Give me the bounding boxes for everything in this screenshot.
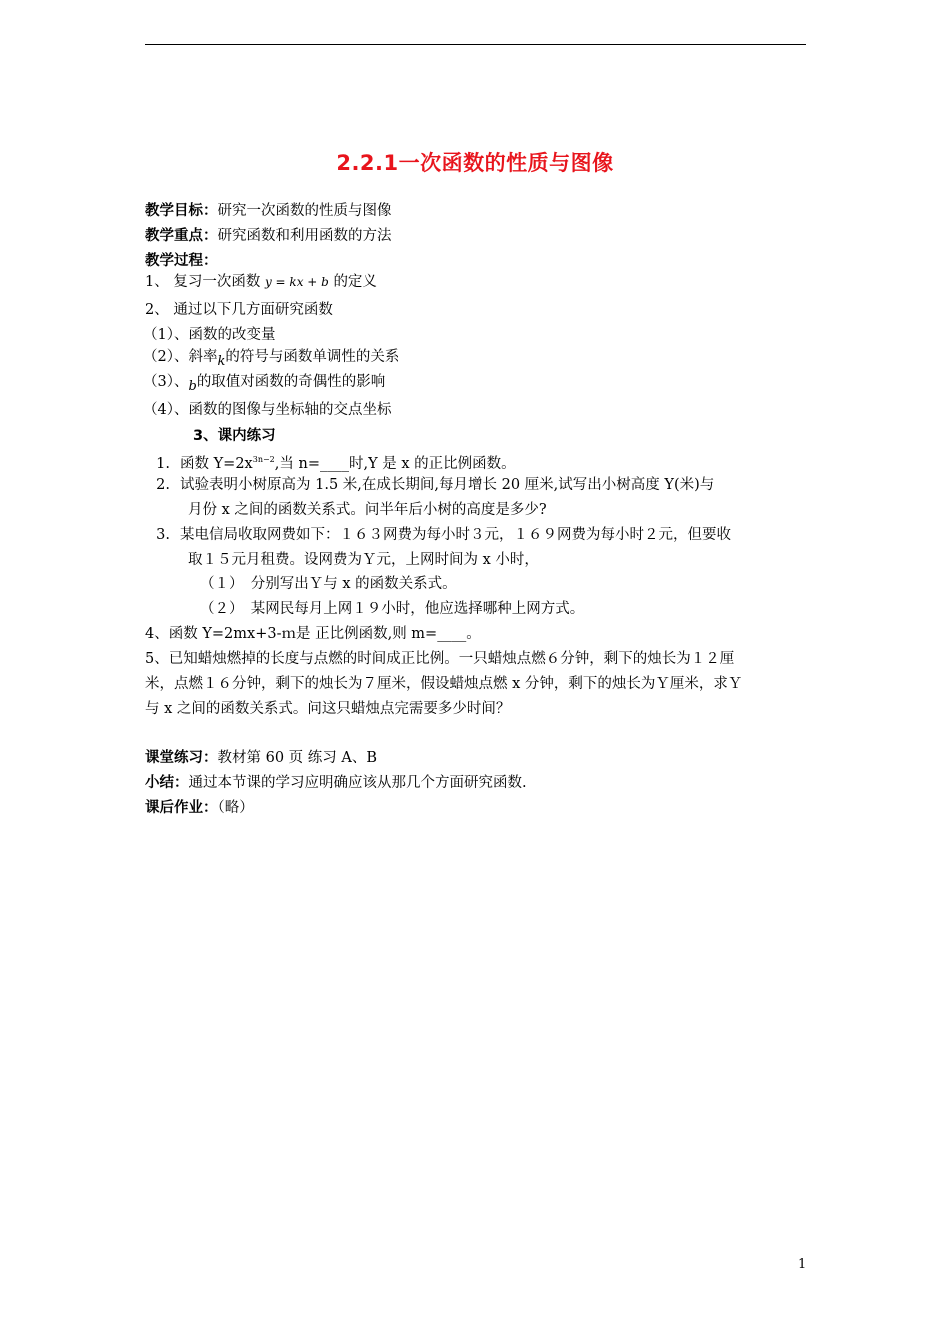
page-number: 1 xyxy=(798,1257,807,1272)
aspect-2-suffix: 的符号与函数单调性的关系 xyxy=(225,349,400,365)
teaching-goal xyxy=(145,201,392,221)
aspect-4: （4）、函数的图像与坐标轴的交点坐标 xyxy=(143,402,392,418)
key-point-text: 研究函数和利用函数的方法 xyxy=(217,228,392,244)
exercise-3-line-1 xyxy=(128,525,731,545)
exercise-2-number: 2. xyxy=(156,477,170,493)
review-item xyxy=(145,272,377,292)
exercise-2-line-2: 月份 x 之间的函数关系式。问半年后小树的高度是多少? xyxy=(188,502,547,518)
class-practice-text: 教材第 60 页 练习 A、B xyxy=(217,750,378,766)
exercise-3-sub-2: （２） 某网民每月上网１９小时，他应选择哪种上网方式。 xyxy=(200,601,585,617)
summary-text: 通过本节课的学习应明确应该从那几个方面研究函数. xyxy=(188,775,527,791)
summary-label: 小结： xyxy=(145,775,189,791)
exercise-1-exponent: 3n−2 xyxy=(252,455,275,464)
teaching-key-point xyxy=(145,226,392,246)
review-prefix: 1、 复习一次函数 xyxy=(145,274,261,290)
homework xyxy=(145,798,254,818)
linear-formula: y = kx + b xyxy=(264,275,329,289)
process-label: 教学过程： xyxy=(145,253,218,269)
aspect-2-prefix: （2）、斜率 xyxy=(143,349,218,365)
question-5-line-1: 5、已知蜡烛燃掉的长度与点燃的时间成正比例。一只蜡烛点燃６分钟，剩下的烛长为１２厘 xyxy=(145,651,735,667)
teaching-goal-text: 研究一次函数的性质与图像 xyxy=(217,203,392,219)
aspect-2 xyxy=(143,347,399,368)
question-4: 4、函数 Y=2mx+3-ｍ是 正比例函数,则 m=____。 xyxy=(145,626,481,642)
question-5-line-2: 米，点燃１６分钟，剩下的烛长为７厘米，假设蜡烛点燃 x 分钟，剩下的烛长为Ｙ厘米，求Ｙ xyxy=(145,676,743,692)
summary xyxy=(145,773,527,793)
practice-heading: 3、课内练习 xyxy=(193,428,276,444)
exercise-1-number: 1. xyxy=(156,456,170,472)
question-5-line-3: 与 x 之间的函数关系式。问这只蜡烛点完需要多少时间？ xyxy=(145,701,511,717)
exercise-2-line-1 xyxy=(128,475,714,495)
page-title: 2.2.1一次函数的性质与图像 xyxy=(336,151,614,175)
exercise-3-text-1: 某电信局收取网费如下：１６３网费为每小时３元，１６９网费为每小时２元，但要收 xyxy=(180,527,731,543)
teaching-process-heading xyxy=(145,251,218,271)
header-rule xyxy=(145,44,806,45)
aspect-3 xyxy=(143,372,385,393)
homework-label: 课后作业： xyxy=(145,800,218,816)
exercise-2-text-1: 试验表明小树原高为 1.5 米,在成长期间,每月增长 20 厘米,试写出小树高度 Y(米)与 xyxy=(180,477,715,493)
exercise-1-prefix: 函数 Y=2x xyxy=(180,456,253,472)
aspect-3-suffix: 的取值对函数的奇偶性的影响 xyxy=(196,374,386,390)
homework-text: （略） xyxy=(217,800,254,816)
class-practice xyxy=(145,748,377,768)
aspect-3-prefix: （3）、 xyxy=(143,374,189,390)
exercise-3-line-2: 取１５元月租费。设网费为Ｙ元，上网时间为 x 小时， xyxy=(188,552,539,568)
intercept-variable: b xyxy=(188,379,197,394)
class-practice-label: 课堂练习： xyxy=(145,750,218,766)
aspect-1: （1）、函数的改变量 xyxy=(143,327,276,343)
exercise-3-number: 3. xyxy=(156,527,170,543)
slope-variable: k xyxy=(217,354,226,369)
exercise-1-suffix: ,当 n=____时,Y 是 x 的正比例函数。 xyxy=(274,456,516,472)
teaching-goal-label: 教学目标： xyxy=(145,203,218,219)
exercise-3-sub-1: （１） 分别写出Ｙ与 x 的函数关系式。 xyxy=(200,576,457,592)
exercise-1 xyxy=(128,450,516,474)
key-point-label: 教学重点： xyxy=(145,228,218,244)
study-intro: 2、 通过以下几方面研究函数 xyxy=(145,302,333,318)
review-suffix: 的定义 xyxy=(333,274,377,290)
